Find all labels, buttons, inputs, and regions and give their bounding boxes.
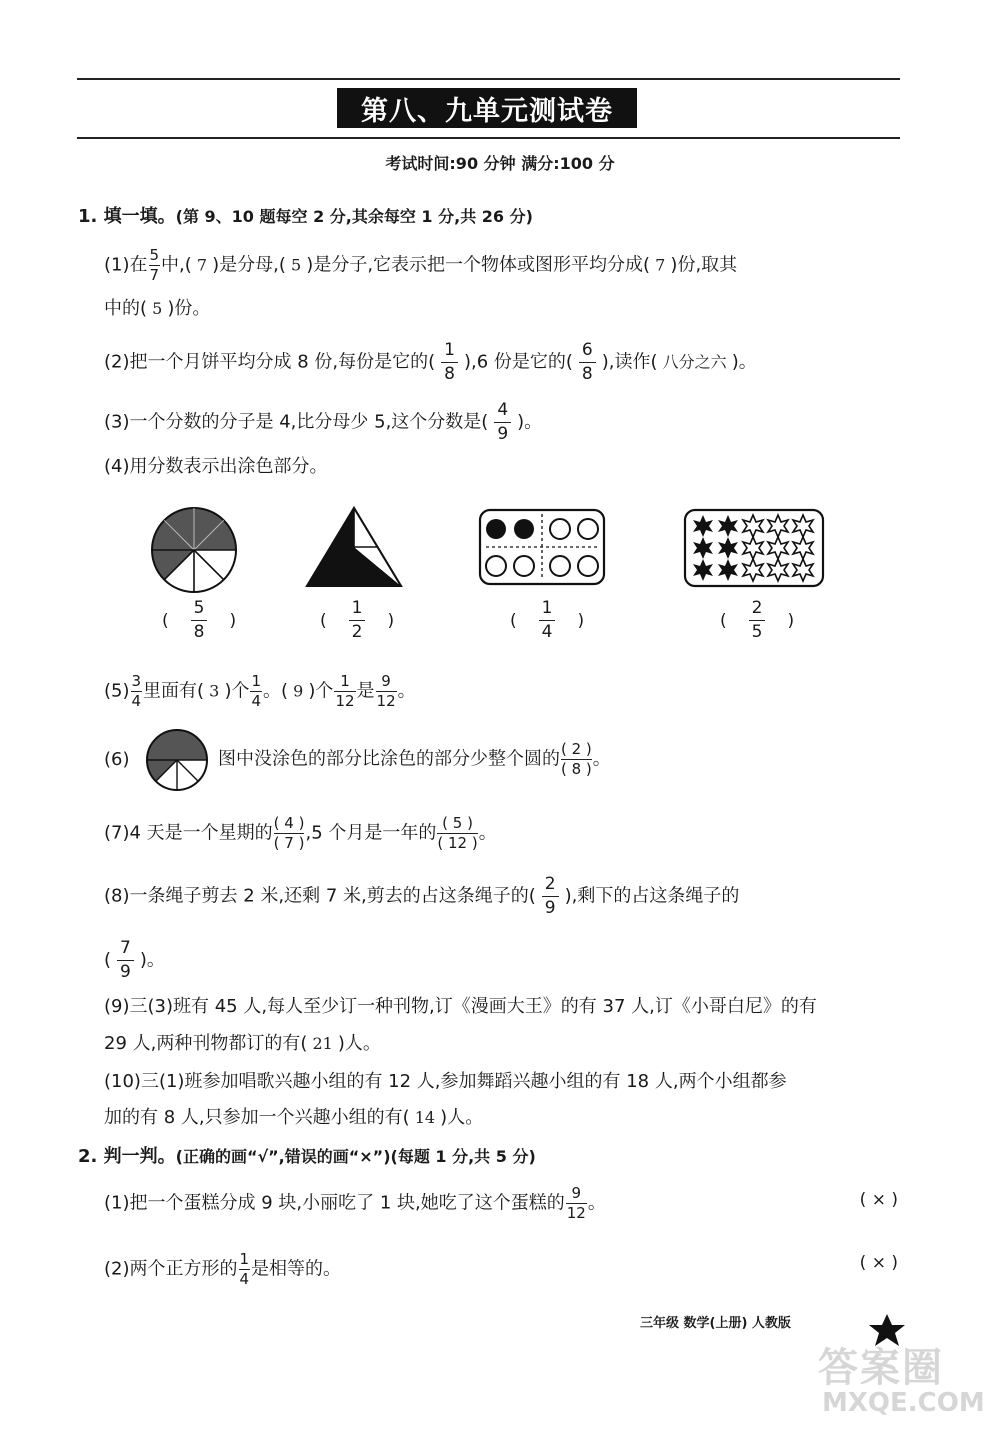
page-title: 第八、九单元测试卷 (337, 88, 637, 128)
judge-1-mark: ( × ) (859, 1190, 898, 1210)
watermark-logo: 答案圈 (818, 1345, 944, 1391)
question-1-8-cont: ( $\frac{7}{9}$ )。 (104, 938, 165, 982)
fraction: $\frac{5}{7}$ (149, 246, 160, 284)
question-1-4: (4)用分数表示出涂色部分。 (104, 456, 328, 477)
answer: 八分之六 (657, 352, 732, 372)
answer-fraction: $\frac{( 2 )}{( 8 )}$ (561, 740, 592, 778)
answer-fraction: $\frac{( 4 )}{( 7 )}$ (273, 814, 305, 852)
answer: 21 (307, 1034, 338, 1053)
question-1-10-cont: 加的有 8 人,只参加一个兴趣小组的有( 14 )人。 (104, 1107, 484, 1128)
question-1-7: (7)4 天是一个星期的 $\frac{( 4 )}{( 7 )}$ ,5 个月是一年的 $\frac{( 5 )}{( 12 )}$ 。 (104, 814, 497, 852)
question-1-1: (1)在 $\frac{5}{7}$ 中,( 7 )是分母,( 5 )是分子,它表示把一个物体或图形平均分成( 7 )份,取其 (104, 246, 738, 284)
bottom-rule (77, 137, 900, 139)
question-1-2: (2)把一个月饼平均分成 8 份,每份是它的( $\frac{1}{8}$ ),6 份是它的( $\frac{6}{8}$ ),读作( 八分之六 )。 (104, 340, 757, 384)
answer-fraction: $\frac{( 5 )}{( 12 )}$ (437, 814, 478, 852)
answer-fraction: $\frac{7}{9}$ (117, 940, 134, 981)
figure-triangle-halves (305, 506, 403, 588)
exam-info: 考试时间:90 分钟 满分:100 分 (385, 154, 615, 173)
judge-2-mark: ( × ) (859, 1253, 898, 1273)
question-1-5: (5) $\frac{3}{4}$ 里面有( 3 )个 $\frac{1}{4}$ 。( 9 )个 $\frac{1}{12}$ 是 $\frac{9}{12}$ 。 (104, 672, 416, 710)
question-1-9-cont: 29 人,两种刊物都订的有( 21 )人。 (104, 1033, 381, 1054)
answer: 5 (285, 255, 307, 275)
question-1-1-cont: 中的( 5 )份。 (104, 298, 211, 319)
figure-circles-grid (478, 508, 606, 586)
answer-fraction: $\frac{1}{8}$ (441, 342, 458, 383)
question-1-6: 图中没涂色的部分比涂色的部分少整个圆的 $\frac{( 2 )}{( 8 )}$ 。 (218, 740, 611, 778)
answer: 7 (191, 255, 213, 275)
section-2-heading: 2. 判一判。(正确的画“√”,错误的画“×”)(每题 1 分,共 5 分) (78, 1146, 536, 1167)
figure-4-answer: ( $\frac{2}{5}$ ) (720, 598, 795, 642)
figure-1-answer: ( $\frac{5}{8}$ ) (162, 598, 237, 642)
figure-3-answer: ( $\frac{1}{4}$ ) (510, 598, 585, 642)
page-footer: 三年级 数学(上册) 人教版 (640, 1316, 791, 1331)
figure-stars-grid (683, 508, 825, 588)
answer-fraction: $\frac{2}{9}$ (542, 876, 559, 917)
section-1-heading: 1. 填一填。(第 9、10 题每空 2 分,其余每空 1 分,共 26 分) (78, 206, 533, 227)
question-1-9: (9)三(3)班有 45 人,每人至少订一种刊物,订《漫画大王》的有 37 人,订《小哥白尼》的有 (104, 996, 817, 1017)
answer-fraction: $\frac{4}{9}$ (494, 402, 511, 443)
figure-circle-q6 (145, 728, 209, 792)
answer: 9 (288, 681, 309, 701)
figure-2-answer: ( $\frac{1}{2}$ ) (320, 598, 395, 642)
answer: 14 (409, 1108, 441, 1127)
question-1-3: (3)一个分数的分子是 4,比分母少 5,这个分数是( $\frac{4}{9}$ )。 (104, 400, 543, 444)
watermark-url: MXQE.COM (822, 1388, 985, 1418)
judge-2: (2)两个正方形的 $\frac{1}{4}$ 是相等的。 (104, 1250, 342, 1288)
question-1-10: (10)三(1)班参加唱歌兴趣小组的有 12 人,参加舞蹈兴趣小组的有 18 人,两个小组都参 (104, 1071, 787, 1092)
answer: 5 (147, 299, 168, 318)
judge-1: (1)把一个蛋糕分成 9 块,小丽吃了 1 块,她吃了这个蛋糕的 $\frac{9}{12}$ 。 (104, 1184, 606, 1222)
question-1-8: (8)一条绳子剪去 2 米,还剩 7 米,剪去的占这条绳子的( $\frac{2}{9}$ ),剩下的占这条绳子的 (104, 874, 740, 918)
top-rule (77, 78, 900, 80)
figure-circle-eighths (150, 506, 238, 594)
answer-fraction: $\frac{6}{8}$ (579, 342, 596, 383)
question-1-6-label: (6) (104, 749, 130, 770)
answer: 3 (204, 681, 225, 701)
answer: 7 (650, 255, 671, 275)
